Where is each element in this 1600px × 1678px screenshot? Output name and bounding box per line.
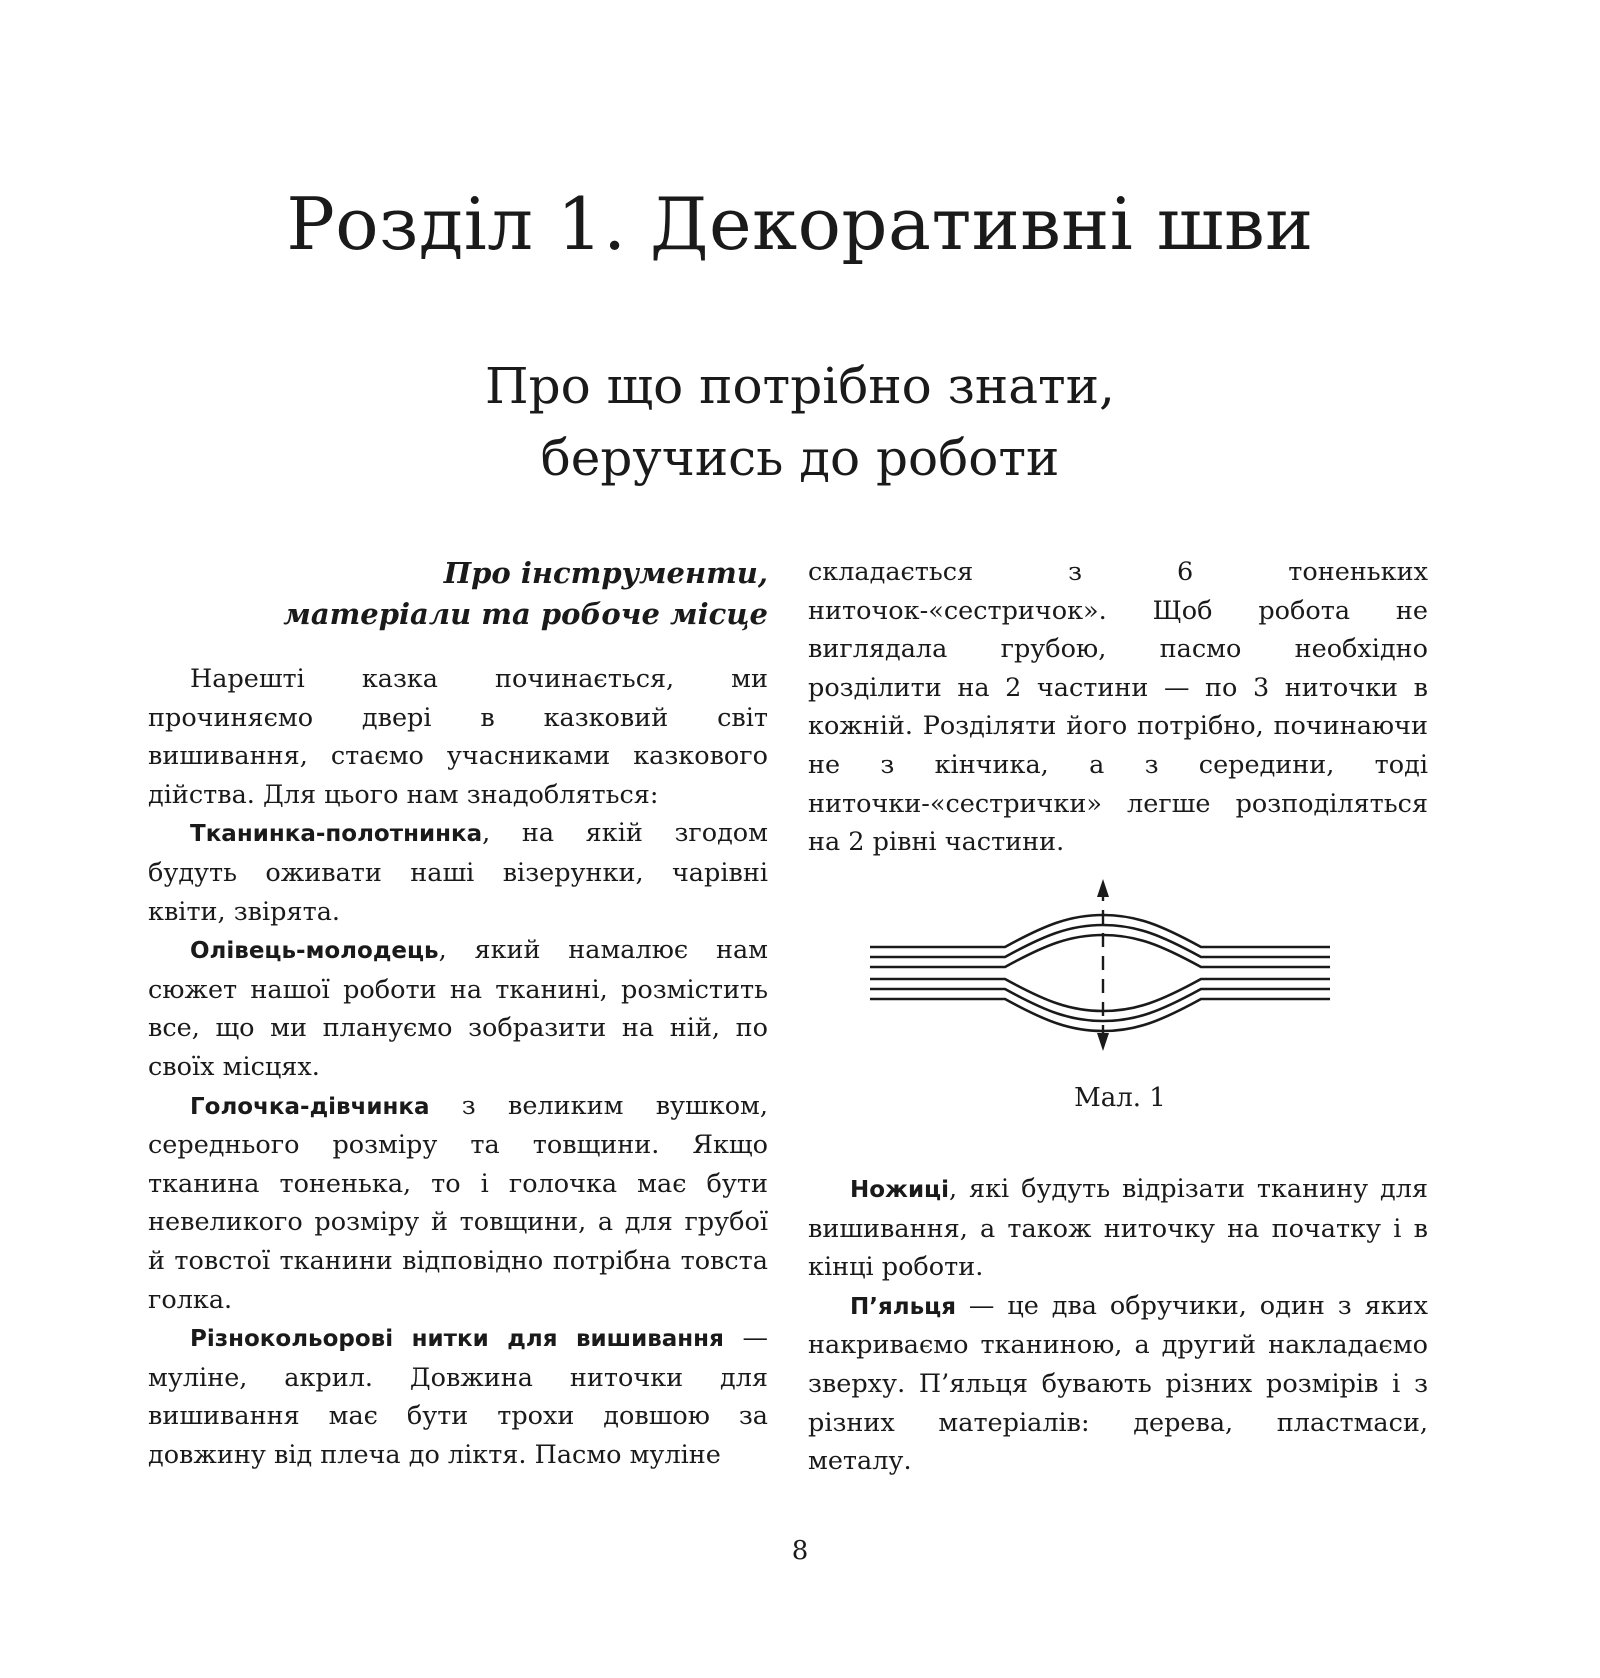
section-title-line-1: Про що потрібно знати, [485, 357, 1115, 415]
section-title-line-2: беручись до роботи [540, 429, 1060, 487]
right-column [808, 553, 1428, 862]
item-paragraph-fabric [148, 814, 768, 931]
thread-split-figure [870, 875, 1370, 1055]
text-hoop: — це два обручики, один з яких накриваємо тканиною, а другий накладаємо зверху. П’яльця бувають різних розмірів і з різних матеріалів: дерева, пластмаси, металу. [808, 1290, 1428, 1477]
term-needle: Голочка-дівчинка [190, 1093, 430, 1120]
subsection-title-line-1: Про інструменти, [443, 556, 768, 590]
item-paragraph-scissors [808, 1170, 1428, 1287]
text-pencil: , який намалює нам сюжет нашої роботи на тканині, розмістить все, що ми плануємо зобразити на ній, по своїх місцях. [148, 935, 768, 1082]
term-pencil: Олівець-молодець [190, 938, 439, 965]
text-scissors: , які будуть відрізати тканину для вишивання, а також ниточку на початку і в кінці роботи. [808, 1174, 1428, 1283]
section-title [0, 350, 1600, 494]
text-threads: — муліне, акрил. Довжина ниточки для вишивання має бути трохи довшою за довжину від плеча до ліктя. Пасмо муліне [148, 1323, 769, 1470]
term-threads: Різнокольорові нитки для вишивання [190, 1326, 724, 1353]
item-paragraph-needle [148, 1087, 768, 1320]
text-fabric: , на якій згодом будуть оживати наші візерунки, чарівні квіти, звірята. [148, 818, 768, 927]
term-hoop: П’яльця [850, 1293, 956, 1320]
subsection-title [148, 553, 768, 635]
figure-caption: Мал. 1 [1074, 1083, 1166, 1113]
left-column [148, 553, 768, 1474]
text-needle: з великим вушком, середнього розміру та товщини. Якщо тканина тоненька, то і голочка має бути невеликого розміру й товщини, а для грубої й товстої тканини відповідно потрібна товста голка. [148, 1090, 768, 1315]
item-paragraph-hoop [808, 1287, 1428, 1481]
continuation-paragraph: складається з 6 тоненьких ниточок-«сестричок». Щоб робота не виглядала грубою, пасмо необхідно розділити на 2 частини — по 3 ниточки в кожній. Розділяти його потрібно, починаючи не з кінчика, а з середини, тоді ниточки-«сестрички» легше розподіляться на 2 рівні частини. [808, 557, 1428, 858]
term-fabric: Тканинка-полотнинка [190, 821, 483, 848]
chapter-title: Розділ 1. Декоративні шви [286, 182, 1314, 266]
page-number: 8 [791, 1536, 809, 1566]
thread-split-illustration [870, 875, 1370, 1055]
term-scissors: Ножиці [850, 1177, 949, 1203]
subsection-title-line-2: матеріали та робоче місце [283, 597, 768, 631]
item-paragraph-pencil [148, 931, 768, 1086]
right-column-lower [808, 1170, 1428, 1481]
item-paragraph-threads [148, 1319, 768, 1474]
intro-paragraph: Нарешті казка починається, ми прочиняємо двері в казковий світ вишивання, стаємо учасниками казкового дійства. Для цього нам знадобляться: [148, 664, 768, 810]
